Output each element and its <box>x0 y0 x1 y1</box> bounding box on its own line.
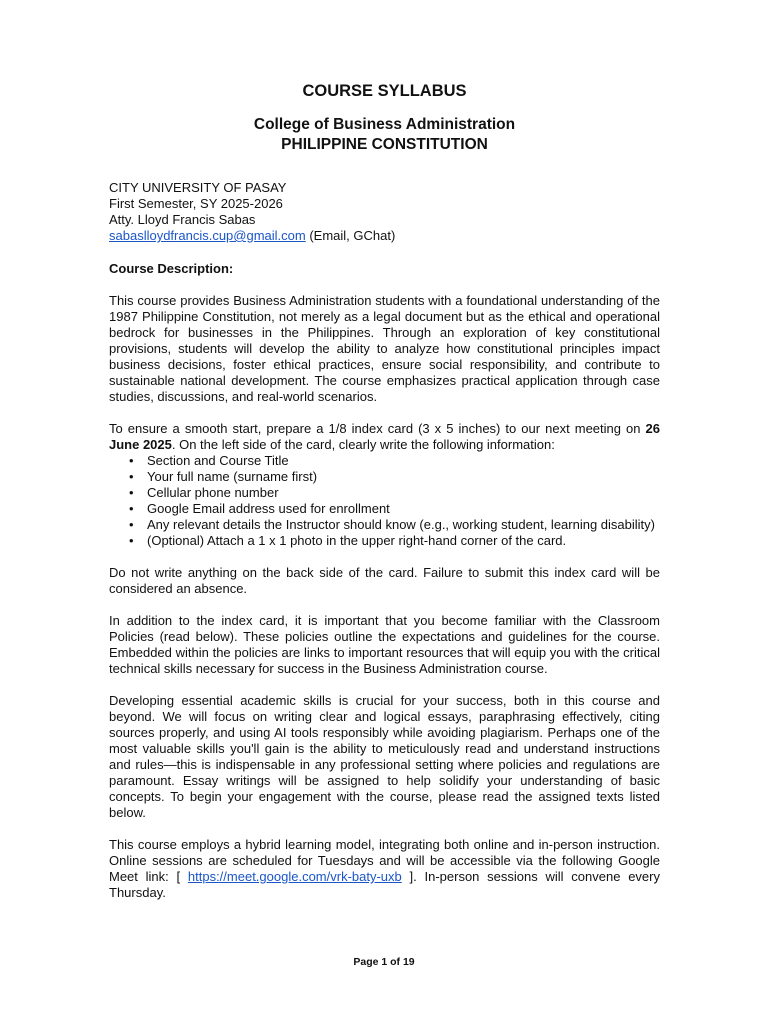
semester-label: First Semester, SY 2025-2026 <box>109 196 283 211</box>
bullet-icon: • <box>129 469 134 484</box>
bullet-icon: • <box>129 453 134 468</box>
back-side-notice: Do not write anything on the back side of the card. Failure to submit this index card will be considered an absence. <box>109 565 660 596</box>
list-item <box>129 485 660 501</box>
contact-line <box>109 228 660 244</box>
email-suffix: (Email, GChat) <box>305 228 396 243</box>
course-name: PHILIPPINE CONSTITUTION <box>281 136 488 153</box>
list-item <box>129 453 660 469</box>
list-item <box>129 533 660 549</box>
list-item-text: Your full name (surname first) <box>147 469 318 484</box>
list-item <box>129 501 660 517</box>
hybrid-text-before: This course employs a hybrid learning model, integrating both online and in-person instruction. Online sessions are scheduled for Tuesdays and will be accessible via the following Google Meet link: [ <box>109 837 660 884</box>
bullet-icon: • <box>129 485 134 500</box>
page-number: Page 1 of 19 <box>353 956 415 968</box>
bullet-icon: • <box>129 533 134 548</box>
list-item <box>129 517 660 533</box>
hybrid-text-after: ]. In-person sessions will convene every Thursday. <box>109 869 660 900</box>
index-card-list <box>109 453 660 549</box>
list-item-text: Section and Course Title <box>147 453 289 468</box>
bullet-icon: • <box>129 501 134 516</box>
bullet-icon: • <box>129 517 134 532</box>
list-item-text: (Optional) Attach a 1 x 1 photo in the upper right-hand corner of the card. <box>147 533 567 548</box>
academic-skills-paragraph: Developing essential academic skills is crucial for your success, both in this course and beyond. We will focus on writing clear and logical essays, paraphrasing effectively, citing sources properly, and using AI tools responsibly while avoiding plagiarism. Perhaps one of the most valuable skills you'll gain is the ability to meticulously read and understand instructions and rules—this is indispensable in any professional setting where policies and regulations are paramount. Essay writings will be assigned to help solidify your understanding of basic concepts. To begin your engagement with the course, please read the assigned texts listed below. <box>109 693 660 820</box>
list-item-text: Cellular phone number <box>147 485 279 500</box>
index-card-text-before: To ensure a smooth start, prepare a 1/8 index card (3 x 5 inches) to our next meeting on <box>109 421 646 436</box>
meeting-date: 26 June 2025 <box>109 421 660 452</box>
list-item-text: Google Email address used for enrollment <box>147 501 390 516</box>
description-paragraph-1: This course provides Business Administration students with a foundational understanding of the 1987 Philippine Constitution, not merely as a legal document but as the ethical and operational bedrock for businesses in the Philippines. Through an exploration of key constitutional provisions, students will develop the ability to analyze how constitutional principles impact business decisions, foster ethical practices, ensure social responsibility, and contribute to sustainable national development. The course emphasizes practical application through case studies, discussions, and real-world scenarios. <box>109 293 660 404</box>
university-name: CITY UNIVERSITY OF PASAY <box>109 180 287 195</box>
google-meet-link[interactable]: https://meet.google.com/vrk-baty-uxb <box>187 869 402 884</box>
college-name: College of Business Administration <box>253 116 516 133</box>
page-content <box>109 80 660 901</box>
instructor-name: Atty. Lloyd Francis Sabas <box>109 212 256 227</box>
course-info-block <box>109 180 660 244</box>
list-item <box>129 469 660 485</box>
hybrid-learning-paragraph <box>109 837 660 901</box>
instructor-email-link[interactable]: sabaslloydfrancis.cup@gmail.com <box>109 228 306 243</box>
classroom-policies-paragraph: In addition to the index card, it is important that you become familiar with the Classroom Policies (read below). These policies outline the expectations and guidelines for the course. Embedded within the policies are links to important resources that will equip you with the critical technical skills necessary for success in the Business Administration course. <box>109 613 660 676</box>
document-title: COURSE SYLLABUS <box>302 82 467 100</box>
list-item-text: Any relevant details the Instructor should know (e.g., working student, learning disability) <box>147 517 655 532</box>
course-description-heading: Course Description: <box>109 261 234 276</box>
index-card-instructions <box>109 421 660 453</box>
index-card-text-after: . On the left side of the card, clearly write the following information: <box>171 437 555 452</box>
